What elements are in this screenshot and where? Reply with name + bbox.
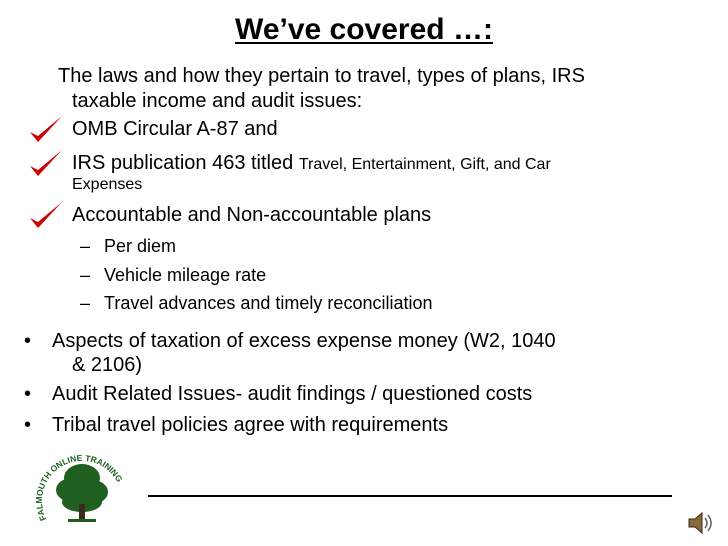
tree-icon: [56, 464, 108, 522]
bullet-glyph: •: [24, 383, 32, 405]
logo-text: FALMOUTH ONLINE TRAINING: [33, 452, 125, 523]
speaker-icon[interactable]: [686, 509, 716, 537]
bullet-audit: Audit Related Issues- audit findings / questioned costs: [52, 383, 533, 405]
check-mark-icon: [26, 196, 66, 236]
dash-glyph: –: [80, 236, 91, 256]
irs-item-line-2: Expenses: [72, 176, 143, 193]
bullet-taxation-line-1: Aspects of taxation of excess expense money (W2, 1040: [52, 330, 556, 352]
intro-line-1: The laws and how they pertain to travel, types of plans, IRS: [58, 65, 585, 87]
plans-item: Accountable and Non-accountable plans: [72, 204, 432, 226]
sub-item-mileage: Vehicle mileage rate: [104, 265, 267, 285]
bullet-glyph: •: [24, 414, 32, 436]
irs-item-main: IRS publication 463 titled: [72, 152, 299, 174]
footer-rule: [148, 495, 672, 497]
check-mark-icon: [26, 144, 66, 184]
bullet-glyph: •: [24, 330, 32, 352]
intro-line-2: taxable income and audit issues:: [72, 90, 363, 112]
omb-item: OMB Circular A-87 and: [72, 118, 278, 140]
irs-item: [72, 151, 551, 177]
bullet-taxation-line-2: & 2106): [72, 354, 143, 376]
sub-item-per-diem: Per diem: [104, 236, 177, 256]
sub-item-advances: Travel advances and timely reconciliation: [104, 293, 433, 313]
slide-title: We’ve covered …:: [235, 13, 493, 46]
bullet-tribal: Tribal travel policies agree with requirements: [52, 414, 449, 436]
falmouth-logo: [30, 442, 134, 530]
dash-glyph: –: [80, 265, 91, 285]
dash-glyph: –: [80, 293, 91, 313]
irs-item-small: Travel, Entertainment, Gift, and Car: [298, 156, 551, 173]
